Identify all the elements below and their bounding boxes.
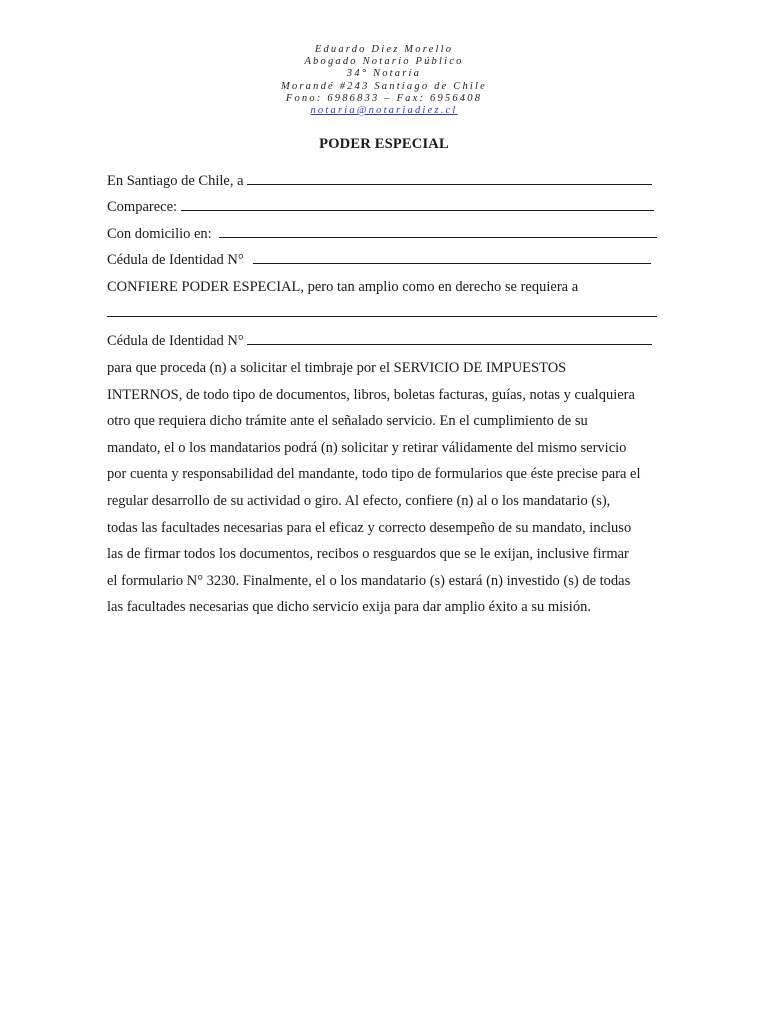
- notary-phones: Fono: 6986833 – Fax: 6956408: [285, 92, 483, 104]
- document-title: PODER ESPECIAL: [319, 136, 449, 152]
- notary-address: Morandé #243 Santiago de Chile: [281, 80, 487, 92]
- poder-body-paragraph: [107, 355, 667, 621]
- body-line: regular desarrollo de su actividad o giro. Al efecto, confiere (n) al o los mandatario (s),: [107, 492, 611, 509]
- field-comparece: [107, 198, 663, 216]
- field-label-confiere: CONFIERE PODER ESPECIAL, pero tan amplio como en derecho se requiera a: [107, 279, 579, 295]
- field-label-domicilio: Con domicilio en:: [107, 226, 212, 242]
- body-line: para que proceda (n) a solicitar el timbraje por el SERVICIO DE IMPUESTOS: [107, 360, 567, 376]
- field-cedula-2: [107, 332, 663, 350]
- notary-profession: Abogado Notario Público: [304, 56, 464, 68]
- body-line: el formulario N° 3230. Finalmente, el o los mandatario (s) estará (n) investido (s) de todas: [107, 572, 631, 589]
- field-confiere-blank: [107, 304, 663, 322]
- blank-line-comparece[interactable]: [181, 198, 654, 211]
- body-line: las de firmar todos los documentos, recibos o resguardos que se le exijan, inclusive firmar: [107, 546, 629, 563]
- blank-line-apoderado[interactable]: [107, 304, 657, 317]
- notary-name: Eduardo Diez Morello: [314, 44, 454, 55]
- body-line: INTERNOS, de todo tipo de documentos, libros, boletas facturas, guías, notas y cualquiera: [107, 386, 635, 403]
- field-cedula-1: [107, 251, 663, 269]
- notary-office: 34° Notaría: [346, 68, 422, 80]
- body-line: todas las facultades necesarias para el eficaz y correcto desempeño de su mandato, incluso: [107, 519, 632, 536]
- blank-line-lugar-fecha[interactable]: [247, 172, 652, 185]
- body-line: mandato, el o los mandatarios podrá (n) solicitar y retirar válidamente del mismo servicio: [107, 439, 627, 456]
- field-label-cedula-1: Cédula de Identidad N°: [107, 252, 244, 268]
- field-label-lugar-fecha: En Santiago de Chile, a: [107, 173, 244, 189]
- letterhead: [0, 44, 768, 117]
- field-label-cedula-2: Cédula de Identidad N°: [107, 333, 244, 349]
- notary-email-link[interactable]: notaria@notariadiez.cl: [310, 105, 458, 117]
- blank-line-cedula-2[interactable]: [247, 332, 652, 345]
- field-confiere: [107, 278, 663, 296]
- field-lugar-fecha: [107, 172, 663, 190]
- body-line: otro que requiera dicho trámite ante el señalado servicio. En el cumplimiento de su: [107, 413, 588, 430]
- body-line: por cuenta y responsabilidad del mandante, todo tipo de formularios que éste precise para el: [107, 466, 641, 483]
- blank-line-domicilio[interactable]: [219, 225, 657, 238]
- blank-line-cedula-1[interactable]: [253, 251, 651, 264]
- field-label-comparece: Comparece:: [107, 199, 178, 215]
- field-domicilio: [107, 225, 663, 243]
- body-line: las facultades necesarias que dicho servicio exija para dar amplio éxito a su misión.: [107, 599, 591, 616]
